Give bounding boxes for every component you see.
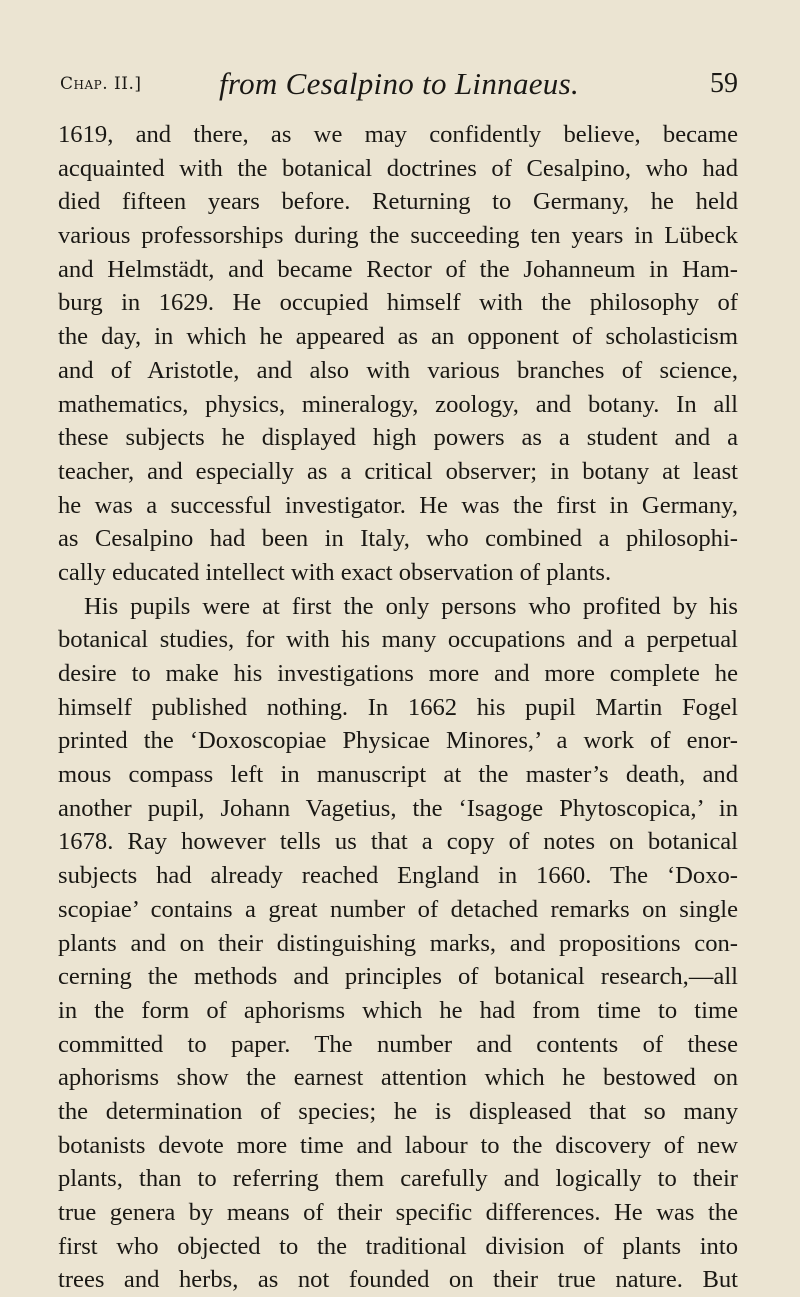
text-line: true genera by means of their specific differences. He was the <box>58 1199 738 1226</box>
page-number: 59 <box>710 68 738 99</box>
text-line: printed the ‘Doxoscopiae Physicae Minores,’ a work of enor- <box>58 727 738 755</box>
text-line: as Cesalpino had been in Italy, who combined a philosophi- <box>58 525 738 553</box>
text-line: himself published nothing. In 1662 his pupil Martin Fogel <box>58 693 738 721</box>
text-line: mathematics, physics, mineralogy, zoology, and botany. In all <box>58 390 738 418</box>
text-line: mous compass left in manuscript at the master’s death, and <box>58 761 738 789</box>
text-line: the day, in which he appeared as an opponent of scholasticism <box>58 323 738 351</box>
text-line: and Helmstädt, and became Rector of the Johanneum in Ham- <box>58 255 738 283</box>
text-line: desire to make his investigations more and more complete he <box>58 660 738 687</box>
running-head <box>60 66 738 102</box>
text-line: 1619, and there, as we may confidently believe, became <box>58 121 738 148</box>
text-line: first who objected to the traditional division of plants into <box>58 1232 738 1260</box>
text-line: scopiae’ contains a great number of detached remarks on single <box>58 895 738 923</box>
text-line: committed to paper. The number and contents of these <box>58 1030 738 1058</box>
body-text <box>58 118 738 1297</box>
text-line: trees and herbs, as not founded on their true nature. But <box>58 1266 738 1294</box>
text-line: cerning the methods and principles of botanical research,—all <box>58 963 738 991</box>
text-line: another pupil, Johann Vagetius, the ‘Isagoge Phytoscopica,’ in <box>58 794 738 822</box>
text-line: burg in 1629. He occupied himself with the philosophy of <box>58 289 738 317</box>
text-line: and of Aristotle, and also with various branches of science, <box>58 356 738 384</box>
text-line: His pupils were at first the only persons who profited by his <box>84 592 738 620</box>
text-line: plants, than to referring them carefully and logically to their <box>58 1165 738 1193</box>
text-line: 1678. Ray however tells us that a copy of notes on botanical <box>58 828 738 856</box>
text-line: aphorisms show the earnest attention which he bestowed on <box>58 1064 738 1092</box>
text-line: in the form of aphorisms which he had from time to time <box>58 996 738 1024</box>
text-line: plants and on their distinguishing marks, and propositions con- <box>58 929 738 957</box>
text-line: various professorships during the succeeding ten years in Lübeck <box>58 222 738 250</box>
text-line: these subjects he displayed high powers as a student and a <box>58 424 738 452</box>
text-line: botanists devote more time and labour to the discovery of new <box>58 1131 738 1159</box>
text-line: he was a successful investigator. He was the first in Germany, <box>58 491 738 519</box>
text-line: subjects had already reached England in 1660. The ‘Doxo- <box>58 862 738 890</box>
chapter-label: Chap. II.] <box>60 74 142 94</box>
text-line: cally educated intellect with exact observation of plants. <box>58 558 612 586</box>
running-title: from Cesalpino to Linnaeus. <box>218 66 580 101</box>
text-line: the determination of species; he is displeased that so many <box>58 1097 738 1125</box>
text-line: teacher, and especially as a critical observer; in botany at least <box>58 457 738 485</box>
text-line: acquainted with the botanical doctrines of Cesalpino, who had <box>58 154 738 182</box>
text-line: botanical studies, for with his many occupations and a perpetual <box>58 626 738 654</box>
text-line: died fifteen years before. Returning to Germany, he held <box>58 188 738 216</box>
